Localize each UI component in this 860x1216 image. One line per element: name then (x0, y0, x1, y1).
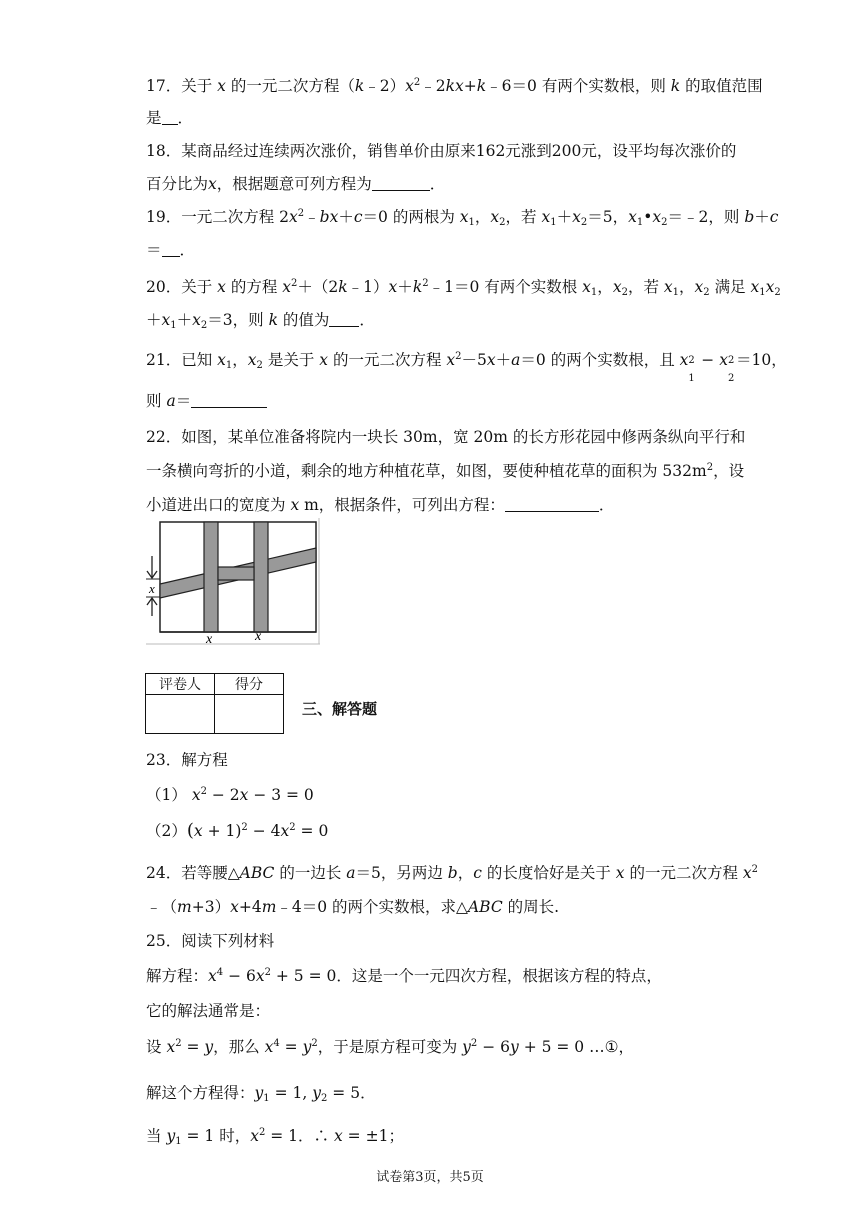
q25-title: 25．阅读下列材料 (146, 932, 275, 950)
score-cell[interactable] (215, 695, 284, 734)
q25-line2: 它的解法通常是： (146, 1002, 271, 1020)
q23-part1: （1） $x^2 - 2x - 3 = 0$ (146, 786, 314, 804)
page-footer: 试卷第3页，共5页 (376, 1170, 484, 1185)
q18-line2: 百分比为x，根据题意可列方程为 ． (146, 175, 446, 193)
figure-label-left-x: x (149, 581, 155, 596)
q22-line1: 22．如图，某单位准备将院内一块长 30m，宽 20m 的长方形花园中修两条纵向平行和 (146, 428, 746, 446)
figure-label-bottom-x2: x (255, 629, 262, 644)
q24-line2: ﹣（m+3）x+4m﹣4＝0 的两个实数根，求△ABC 的周长. (146, 898, 560, 916)
score-header: 得分 (215, 674, 284, 695)
garden-path-figure (144, 518, 320, 646)
q17-line2: 是 ． (146, 109, 194, 127)
q19-line2: ＝ ． (146, 241, 196, 259)
q23-title: 23．解方程 (146, 751, 228, 769)
answer-blank[interactable] (162, 242, 180, 257)
q20-line2: $+x_1+x_2=3$，则 k 的值为 ． (146, 311, 375, 331)
answer-blank[interactable] (505, 497, 599, 512)
grader-cell[interactable] (146, 695, 215, 734)
q25-line3: 设 $x^2 = y$，那么 $x^4 = y^2$，于是原方程可变为 $y^2 - 6y + 5 = 0$ …①， (146, 1038, 634, 1056)
q22-line3: 小道进出口的宽度为 x m，根据条件，可列出方程： ． (146, 496, 615, 514)
section-title: 三、解答题 (302, 700, 378, 718)
q22-line2: 一条横向弯折的小道，剩余的地方种植花草，如图，要使种植花草的面积为 $532m^2$，设 (146, 462, 745, 480)
q25-line5: 当 $y_1 = 1$ 时，$x^2 = 1$．∴ x = ±1； (146, 1127, 404, 1147)
answer-blank[interactable] (191, 393, 267, 408)
q21-line1: 21．已知 $x_1$，$x_2$ 是关于 x 的一元二次方程 $x^2-5x+a=0$ 的两个实数根，且 x 2 1 − x 2 2 ＝10， (146, 351, 787, 384)
q19-line1: 19．一元二次方程 $2x^2﹣bx+c=0$ 的两根为 $x_1$，$x_2$，若 $x_1+x_2=5$，$x_1•x_2=﹣2$，则 b＋c (146, 208, 779, 228)
q18-line1: 18．某商品经过连续两次涨价，销售单价由原来162元涨到200元，设平均每次涨价的 (146, 142, 737, 160)
q21-line2: 则 a＝ (146, 391, 267, 411)
grader-table (145, 673, 284, 734)
answer-blank[interactable] (162, 110, 178, 125)
q20-line1: 20．关于 x 的方程 $x^2+(2k﹣1)x+k^2﹣1=0$ 有两个实数根 $x_1$，$x_2$，若 $x_1$，$x_2$ 满足 $x_1x_2$ (146, 278, 781, 298)
q17-line1: 17．关于 x 的一元二次方程$(k﹣2)x^2﹣2kx+k﹣6=0$ 有两个实数根，则 k 的取值范围 (146, 77, 763, 95)
q24-line1: 24．若等腰△ABC 的一边长 a＝5，另两边 b，c 的长度恰好是关于 x 的一元二次方程 $x^2$ (146, 864, 759, 882)
answer-blank[interactable] (372, 176, 430, 191)
q25-line4: 解这个方程得：$y_1 = 1$, $y_2 = 5$． (146, 1084, 376, 1104)
figure-label-bottom-x1: x (206, 632, 213, 646)
q25-line1: 解方程：$x^4 - 6x^2 + 5 = 0$．这是一个一元四次方程，根据该方程的特点， (146, 967, 662, 985)
q23-part2: $(2)(x + 1)^2 - 4x^2 = 0$ (146, 820, 329, 841)
answer-blank[interactable] (329, 312, 359, 327)
grader-header: 评卷人 (146, 674, 215, 695)
